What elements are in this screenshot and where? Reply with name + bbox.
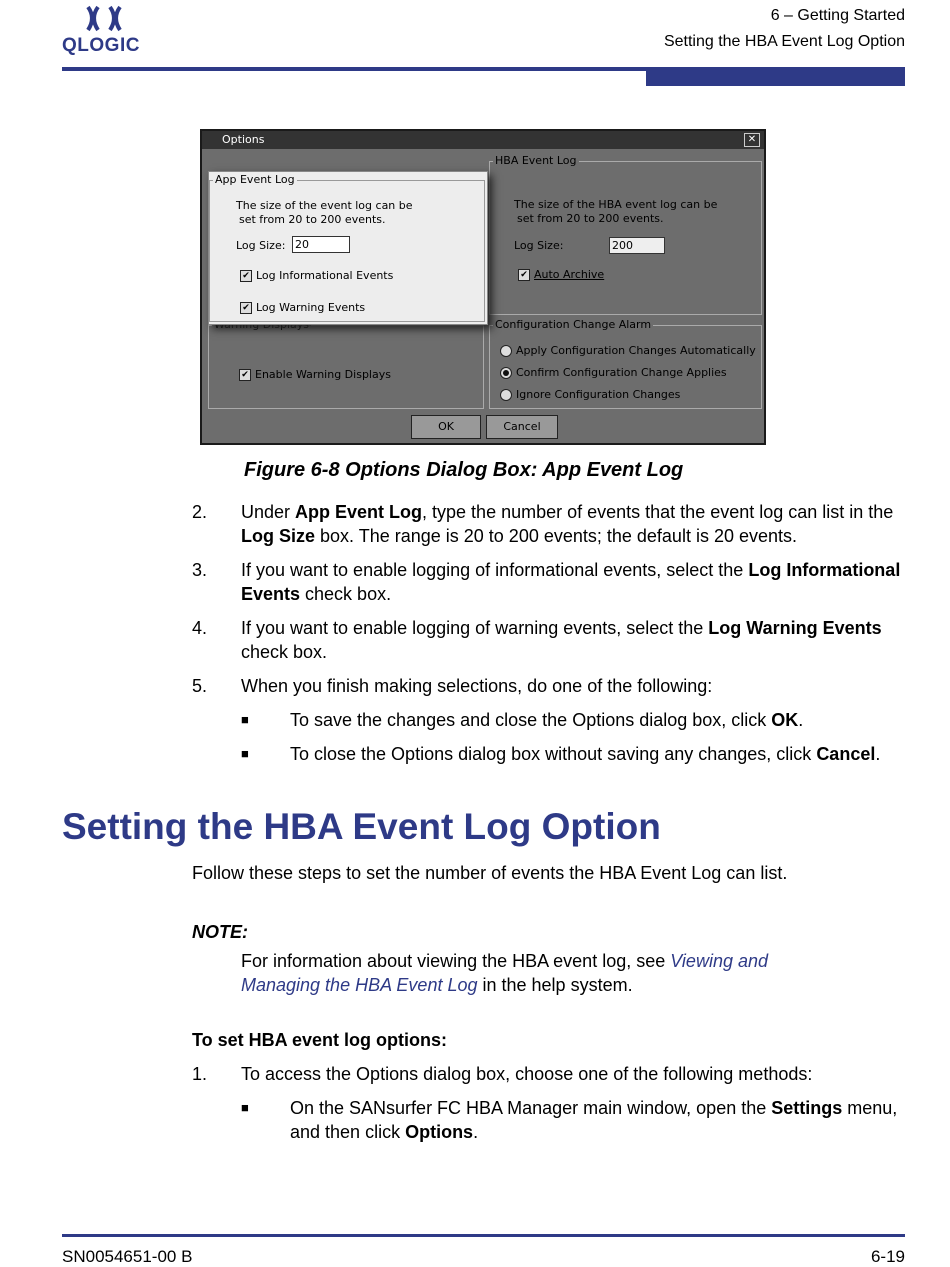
dialog-titlebar bbox=[202, 131, 764, 149]
bullet-text: To close the Options dialog box without saving any changes, click Cancel. bbox=[290, 744, 881, 764]
step-text: To access the Options dialog box, choose one of the following methods: bbox=[241, 1064, 813, 1084]
dialog-title: Options bbox=[222, 133, 265, 146]
config-change-alarm-group bbox=[489, 318, 762, 409]
procedure-heading: To set HBA event log options: bbox=[192, 1030, 447, 1050]
app-log-size-label: Log Size: bbox=[236, 239, 286, 252]
auto-archive-checkbox[interactable]: ✔ Auto Archive bbox=[518, 268, 604, 281]
hba-event-log-label: HBA Event Log bbox=[495, 154, 577, 167]
log-warning-checkbox[interactable]: ✔ Log Warning Events bbox=[240, 301, 365, 314]
cancel-button[interactable]: Cancel bbox=[486, 415, 558, 439]
bullet-icon: ■ bbox=[241, 712, 249, 727]
hba-event-log-group bbox=[489, 154, 762, 315]
step-number: 4. bbox=[192, 618, 208, 638]
qlogic-logo-icon bbox=[84, 4, 128, 39]
bullet-text: On the SANsurfer FC HBA Manager main window, open the Settings menu, and then click Options. bbox=[290, 1098, 898, 1142]
header-section: Setting the HBA Event Log Option bbox=[663, 33, 905, 50]
apply-changes-radio[interactable]: Apply Configuration Changes Automatically bbox=[500, 344, 756, 357]
app-desc-1: The size of the event log can be bbox=[236, 199, 413, 212]
log-informational-checkbox[interactable]: ✔ Log Informational Events bbox=[240, 269, 393, 282]
help-link[interactable]: Viewing and Managing the HBA Event Log bbox=[241, 951, 768, 995]
bullet-text: To save the changes and close the Options dialog box, click OK. bbox=[290, 710, 804, 730]
app-event-log-group bbox=[209, 173, 485, 322]
step-text: If you want to enable logging of warning events, select the Log Warning Events check box. bbox=[241, 618, 882, 662]
checkmark-icon: ✔ bbox=[240, 302, 252, 314]
radio-off-icon bbox=[500, 345, 512, 357]
bullet-icon: ■ bbox=[241, 746, 249, 761]
step-text: When you finish making selections, do one of the following: bbox=[241, 676, 713, 696]
confirm-changes-radio[interactable]: Confirm Configuration Change Applies bbox=[500, 366, 727, 379]
ignore-changes-radio[interactable]: Ignore Configuration Changes bbox=[500, 388, 680, 401]
bullet-icon: ■ bbox=[241, 1100, 249, 1115]
header-tab bbox=[646, 71, 905, 86]
figure-caption: Figure 6-8 Options Dialog Box: App Event Log bbox=[244, 459, 684, 481]
checkmark-icon: ✔ bbox=[240, 270, 252, 282]
dialog-body bbox=[202, 149, 764, 443]
step-text: If you want to enable logging of informational events, select the Log Informational Events check box. bbox=[241, 560, 901, 604]
app-event-log-panel bbox=[208, 171, 488, 325]
hba-log-size-label: Log Size: bbox=[514, 239, 564, 252]
options-dialog bbox=[200, 129, 766, 445]
step-text: Under App Event Log, type the number of events that the event log can list in the Log Size box. The range is 20 to 200 events; the default is 20 events. bbox=[241, 502, 894, 546]
checkmark-icon: ✔ bbox=[518, 269, 530, 281]
note-text: For information about viewing the HBA event log, see Viewing and Managing the HBA Event Log in the help system. bbox=[241, 951, 768, 995]
app-desc-2: set from 20 to 200 events. bbox=[239, 213, 386, 226]
header-chapter: 6 – Getting Started bbox=[770, 7, 905, 24]
config-change-alarm-label: Configuration Change Alarm bbox=[495, 318, 652, 331]
hba-log-size-input[interactable]: 200 bbox=[609, 237, 665, 254]
app-log-size-input[interactable]: 20 bbox=[292, 236, 350, 253]
note-label: NOTE: bbox=[192, 922, 248, 942]
step-number: 5. bbox=[192, 676, 208, 696]
warning-displays-group bbox=[208, 325, 484, 409]
step-number: 3. bbox=[192, 560, 208, 580]
radio-on-icon bbox=[500, 367, 512, 379]
hba-desc-2: set from 20 to 200 events. bbox=[517, 212, 664, 225]
enable-warning-displays-checkbox[interactable]: ✔ Enable Warning Displays bbox=[239, 368, 391, 381]
app-event-log-label: App Event Log bbox=[215, 173, 295, 186]
step-number: 2. bbox=[192, 502, 208, 522]
intro-text: Follow these steps to set the number of events the HBA Event Log can list. bbox=[192, 863, 788, 883]
logo-text: QLOGIC bbox=[62, 35, 140, 56]
step-number: 1. bbox=[192, 1064, 208, 1084]
hba-desc-1: The size of the HBA event log can be bbox=[514, 198, 718, 211]
ok-button[interactable]: OK bbox=[411, 415, 481, 439]
checkmark-icon: ✔ bbox=[239, 369, 251, 381]
radio-off-icon bbox=[500, 389, 512, 401]
footer-page-number: 6-19 bbox=[870, 1247, 905, 1266]
close-icon[interactable]: ✕ bbox=[744, 133, 760, 147]
section-heading: Setting the HBA Event Log Option bbox=[62, 806, 661, 847]
footer-rule bbox=[62, 1234, 905, 1237]
footer-doc-id: SN0054651-00 B bbox=[62, 1247, 193, 1266]
